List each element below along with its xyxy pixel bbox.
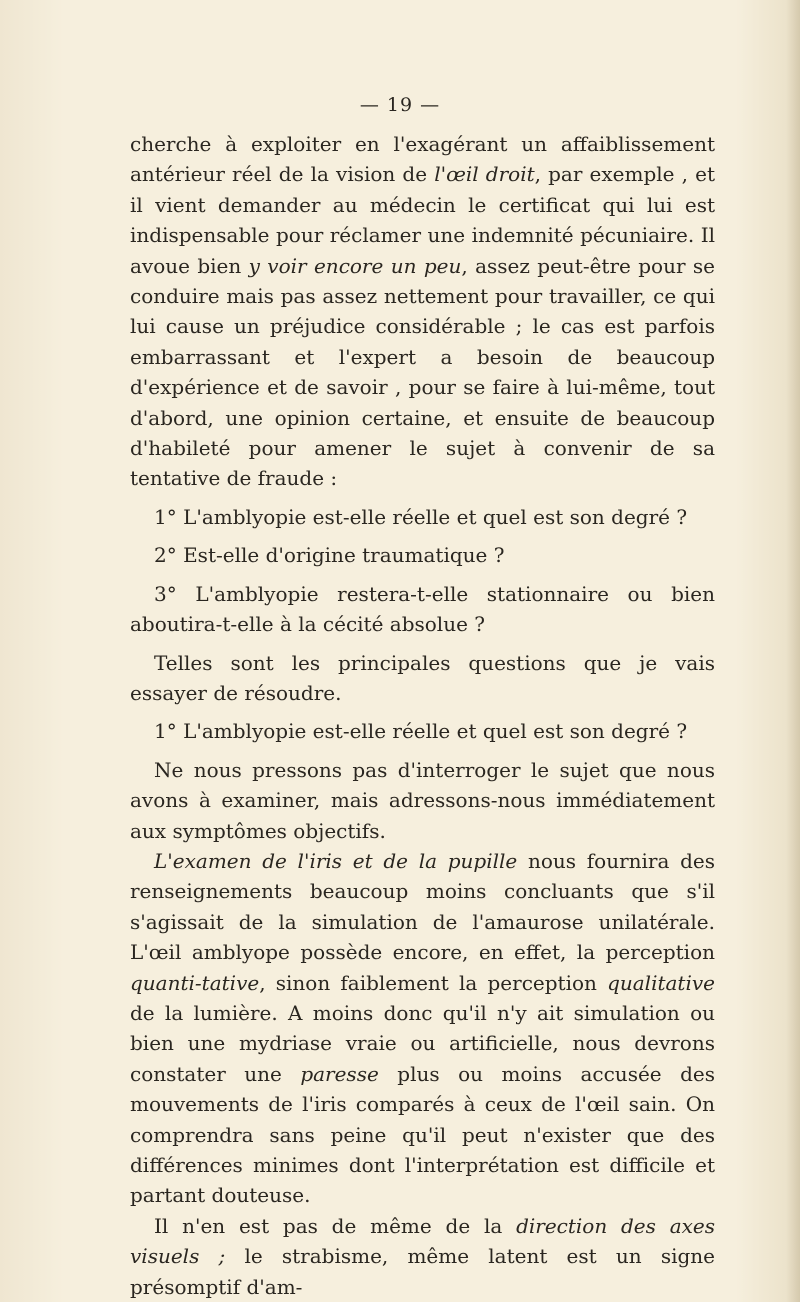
text-run: , par exemple , et il vient demander au médecin le certificat qui lui est indispensable pour réclamer une indemnité pécuniaire. Il avoue bien xyxy=(130,162,715,278)
paragraph-iris xyxy=(130,846,715,1211)
italic-run: paresse xyxy=(300,1061,379,1086)
text-run: nous fournira des renseignements beaucoup moins concluants que s'il s'agissait de la simulation de l'amaurose unilatérale. L'œil amblyope possède encore, en effet, la perception xyxy=(130,848,716,965)
text-run: Il n'en est pas de même de la xyxy=(154,1213,517,1238)
italic-run: direction des axes visuels ; xyxy=(130,1213,716,1269)
italic-run: l'œil droit xyxy=(434,162,535,187)
italic-run: qualitative xyxy=(607,970,715,995)
italic-run: quanti-tative xyxy=(130,970,260,995)
paragraph-questions: Telles sont les principales questions que je vais essayer de résoudre. xyxy=(130,650,715,705)
text-run: cherche à exploiter en l'exagérant un affaiblissement antérieur réel de la vision de xyxy=(130,132,715,187)
italic-run: y voir encore un peu xyxy=(248,253,462,278)
text-run: plus ou moins accusée des mouvements de l'iris comparés à ceux de l'œil sain. On comprendra sans peine qu'il peut n'exister que des différences minimes dont l'interprétation est difficile et partant douteuse. xyxy=(130,1061,715,1208)
text-run: , sinon faiblement la perception xyxy=(259,970,608,995)
paragraph-intro xyxy=(130,129,715,494)
paragraph-axes xyxy=(130,1211,715,1302)
italic-run: L'examen de l'iris et de la pupille xyxy=(154,848,518,873)
text-run: , assez peut-être pour se conduire mais pas assez nettement pour travailler, ce qui lui cause un préjudice considérable ; le cas est parfois embarrassant et l'expert a besoin de beaucoup d'expérience et de savoir , pour se faire à lui-même, tout d'abord, une opinion certaine, et ensuite de beaucoup d'habileté pour amener le sujet à convenir de sa tentative de fraude : xyxy=(130,253,715,491)
text-run: le strabisme, même latent est un signe présomptif d'am- xyxy=(130,1244,715,1299)
paragraph-objective: Ne nous pressons pas d'interroger le sujet que nous avons à examiner, mais adressons-nous immédiatement aux symptômes objectifs. xyxy=(130,757,715,843)
body-text xyxy=(130,129,715,1302)
question-3: 3° L'amblyopie restera-t-elle stationnaire ou bien aboutira-t-elle à la cécité absolue ? xyxy=(130,581,715,637)
question-1: 1° L'amblyopie est-elle réelle et quel est son degré ? xyxy=(154,504,688,529)
question-2: 2° Est-elle d'origine traumatique ? xyxy=(154,543,505,568)
section-heading: 1° L'amblyopie est-elle réelle et quel est son degré ? xyxy=(154,719,688,744)
page-number: — 19 — xyxy=(359,94,441,116)
page-edge-shadow xyxy=(786,0,800,1302)
text-run: de la lumière. A moins donc qu'il n'y ait simulation ou bien une mydriase vraie ou artificielle, nous devrons constater une xyxy=(130,1000,715,1086)
